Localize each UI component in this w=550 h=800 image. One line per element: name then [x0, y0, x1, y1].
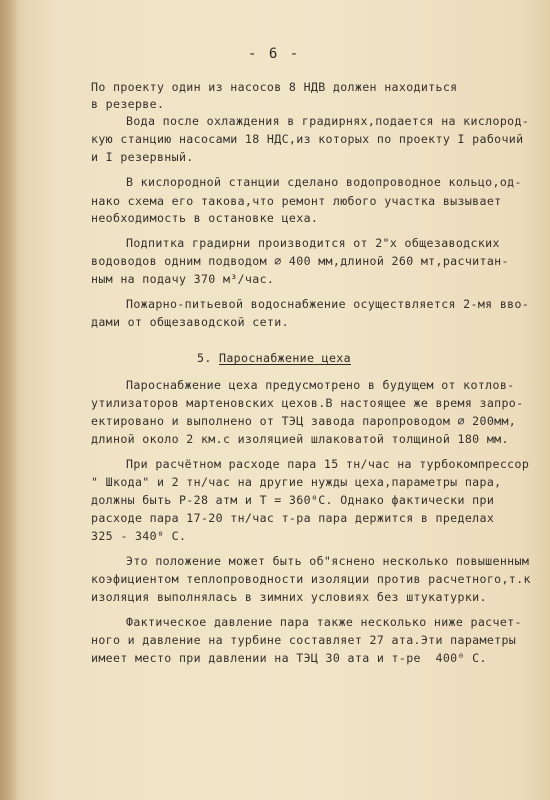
paragraph-3-line-1: В кислородной станции сделано водопроводное кольцо,од- [126, 175, 522, 189]
section-heading [197, 351, 351, 365]
section-paragraph-4-line-3: имеет место при давлении на ТЭЦ 30 ата и т-ре 400⁰ С. [91, 651, 487, 665]
paragraph-2-line-3: и I резервный. [91, 150, 194, 164]
section-paragraph-4-line-1: Фактическое давление пара также несколько ниже расчет- [126, 615, 522, 629]
section-paragraph-2-line-1: При расчётном расходе пара 15 тн/час на турбокомпрессор [126, 457, 530, 471]
paragraph-5-line-2: дами от общезаводской сети. [91, 315, 289, 329]
paragraph-2-line-1: Вода после охлаждения в градирнях,подается на кислород- [126, 114, 530, 128]
paragraph-3-line-3: необходимость в остановке цеха. [91, 211, 319, 225]
paragraph-3-line-2: нако схема его такова,что ремонт любого участка вызывает [91, 194, 502, 208]
section-paragraph-1-line-1: Пароснабжение цеха предусмотрено в будущем от котлов- [126, 378, 515, 392]
section-paragraph-2-line-2: " Шкода" и 2 тн/час на другие нужды цеха,параметры пара, [91, 475, 502, 489]
section-paragraph-2-line-5: 325 - 340⁰ С. [91, 529, 187, 543]
paragraph-4-line-2: водоводов одним подводом ∅ 400 мм,длиной 260 мт,расчитан- [91, 254, 509, 268]
paragraph-4-line-1: Подпитка градирни производится от 2"х общезаводских [126, 236, 500, 250]
section-paragraph-1-line-2: утилизаторов мартеновских цехов.В настоящее же время запро- [91, 396, 524, 410]
section-paragraph-1-line-4: длиной около 2 км.с изоляцией шлаковатой толщиной 180 мм. [91, 432, 509, 446]
paragraph-1-line-1: По проекту один из насосов 8 НДВ должен находиться [91, 80, 458, 94]
section-paragraph-2-line-3: должны быть Р-28 атм и Т = 360⁰С. Однако фактически при [91, 493, 495, 507]
paragraph-2-line-2: кую станцию насосами 18 НДС,из которых по проекту I рабочий [91, 132, 524, 146]
page-number: - 6 - [248, 46, 301, 62]
paragraph-4-line-3: ным на подачу 370 м³/час. [91, 272, 275, 286]
paragraph-5-line-1: Пожарно-питьевой водоснабжение осуществляется 2-мя вво- [126, 297, 530, 311]
paragraph-1-line-2: в резерве. [91, 97, 165, 111]
section-paragraph-3-line-1: Это положение может быть об"яснено несколько повышенным [126, 554, 530, 568]
section-paragraph-2-line-4: расходе пара 17-20 тн/час т-ра пара держится в пределах [91, 511, 495, 525]
binding-edge [0, 0, 18, 800]
section-number: 5. [197, 351, 212, 365]
section-title: Пароснабжение цеха [219, 351, 351, 365]
section-paragraph-1-line-3: ектировано и выполнено от ТЭЦ завода паропроводом ∅ 200мм, [91, 414, 517, 428]
section-paragraph-3-line-2: коэфициентом теплопроводности изоляции против расчетного,т.к [91, 572, 531, 586]
section-paragraph-4-line-2: ного и давление на турбине составляет 27 ата.Эти параметры [91, 633, 517, 647]
section-paragraph-3-line-3: изоляция выполнялась в зимних условиях без штукатурки. [91, 590, 487, 604]
